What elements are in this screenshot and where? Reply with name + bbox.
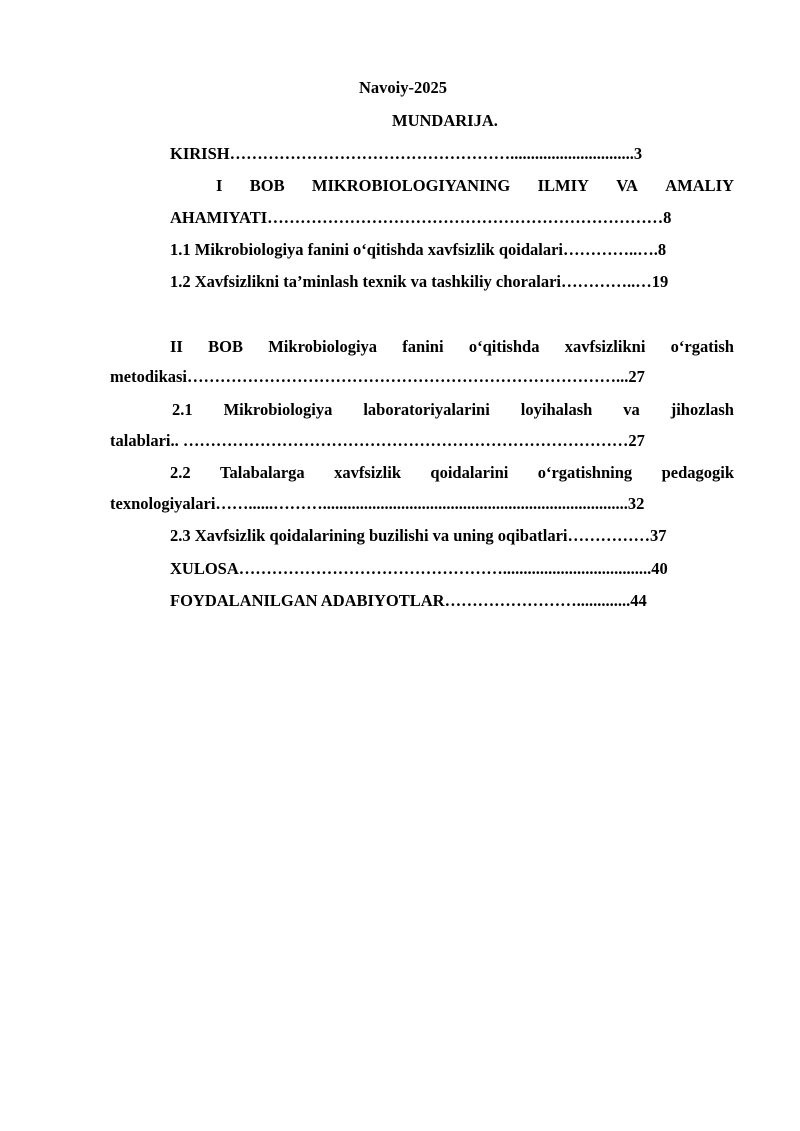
toc-word: Talabalarga (220, 463, 305, 482)
city-year: Navoiy-2025 (359, 78, 447, 97)
toc-entry-bob1-cont: AHAMIYATI………………………………………………………………8 (170, 208, 672, 227)
toc-word: BOB (208, 337, 243, 356)
toc-word: xavfsizlikni (564, 337, 646, 356)
toc-entry-adabiyotlar: FOYDALANILGAN ADABIYOTLAR…………………….............44 (170, 591, 647, 610)
toc-entry-bob1 (216, 176, 734, 196)
toc-word: VA (616, 176, 638, 195)
toc-word: II (170, 337, 183, 356)
toc-entry-1-1: 1.1 Mikrobiologiya fanini o‘qitishda xavfsizlik qoidalari…………..….8 (170, 240, 667, 259)
toc-word: ILMIY (537, 176, 589, 195)
toc-word: qoidalarini (430, 463, 509, 482)
toc-word: jihozlash (670, 400, 734, 419)
toc-entry-2-1-cont: talablari.. ………………………………………………………………………27 (110, 431, 645, 450)
toc-title: MUNDARIJA. (392, 111, 498, 130)
toc-word: pedagogik (661, 463, 734, 482)
toc-word: 2.1 (172, 400, 193, 419)
toc-word: xavfsizlik (334, 463, 401, 482)
toc-word: Mikrobiologiya (268, 337, 378, 356)
toc-word: o‘rgatish (670, 337, 734, 356)
toc-word: BOB (249, 176, 285, 195)
toc-word: o‘qitishda (468, 337, 540, 356)
toc-word: laboratoriyalarini (363, 400, 490, 419)
toc-word: va (623, 400, 640, 419)
toc-word: o‘rgatishning (537, 463, 633, 482)
toc-entry-xulosa: XULOSA…………………………………………....................................40 (170, 559, 668, 578)
toc-entry-2-3: 2.3 Xavfsizlik qoidalarining buzilishi va uning oqibatlari……………37 (170, 526, 667, 545)
toc-entry-bob2-cont: metodikasi……………………………………………………………………...27 (110, 367, 645, 386)
toc-word: 2.2 (170, 463, 191, 482)
toc-word: AMALIY (665, 176, 734, 195)
toc-word: Mikrobiologiya (223, 400, 333, 419)
toc-entry-2-1 (172, 400, 734, 420)
toc-entry-1-2: 1.2 Xavfsizlikni ta’minlash texnik va tashkiliy choralari…………..…19 (170, 272, 669, 291)
toc-word: loyihalash (520, 400, 593, 419)
toc-word: fanini (402, 337, 444, 356)
toc-word: MIKROBIOLOGIYANING (311, 176, 511, 195)
toc-word: I (216, 176, 223, 195)
toc-entry-bob2 (170, 337, 734, 357)
toc-entry-2-2-cont: texnologiyalari……......………..........................................................................32 (110, 494, 645, 513)
toc-entry-2-2 (170, 463, 734, 483)
toc-entry-kirish: KIRISH……………………………………………..............................3 (170, 144, 643, 163)
